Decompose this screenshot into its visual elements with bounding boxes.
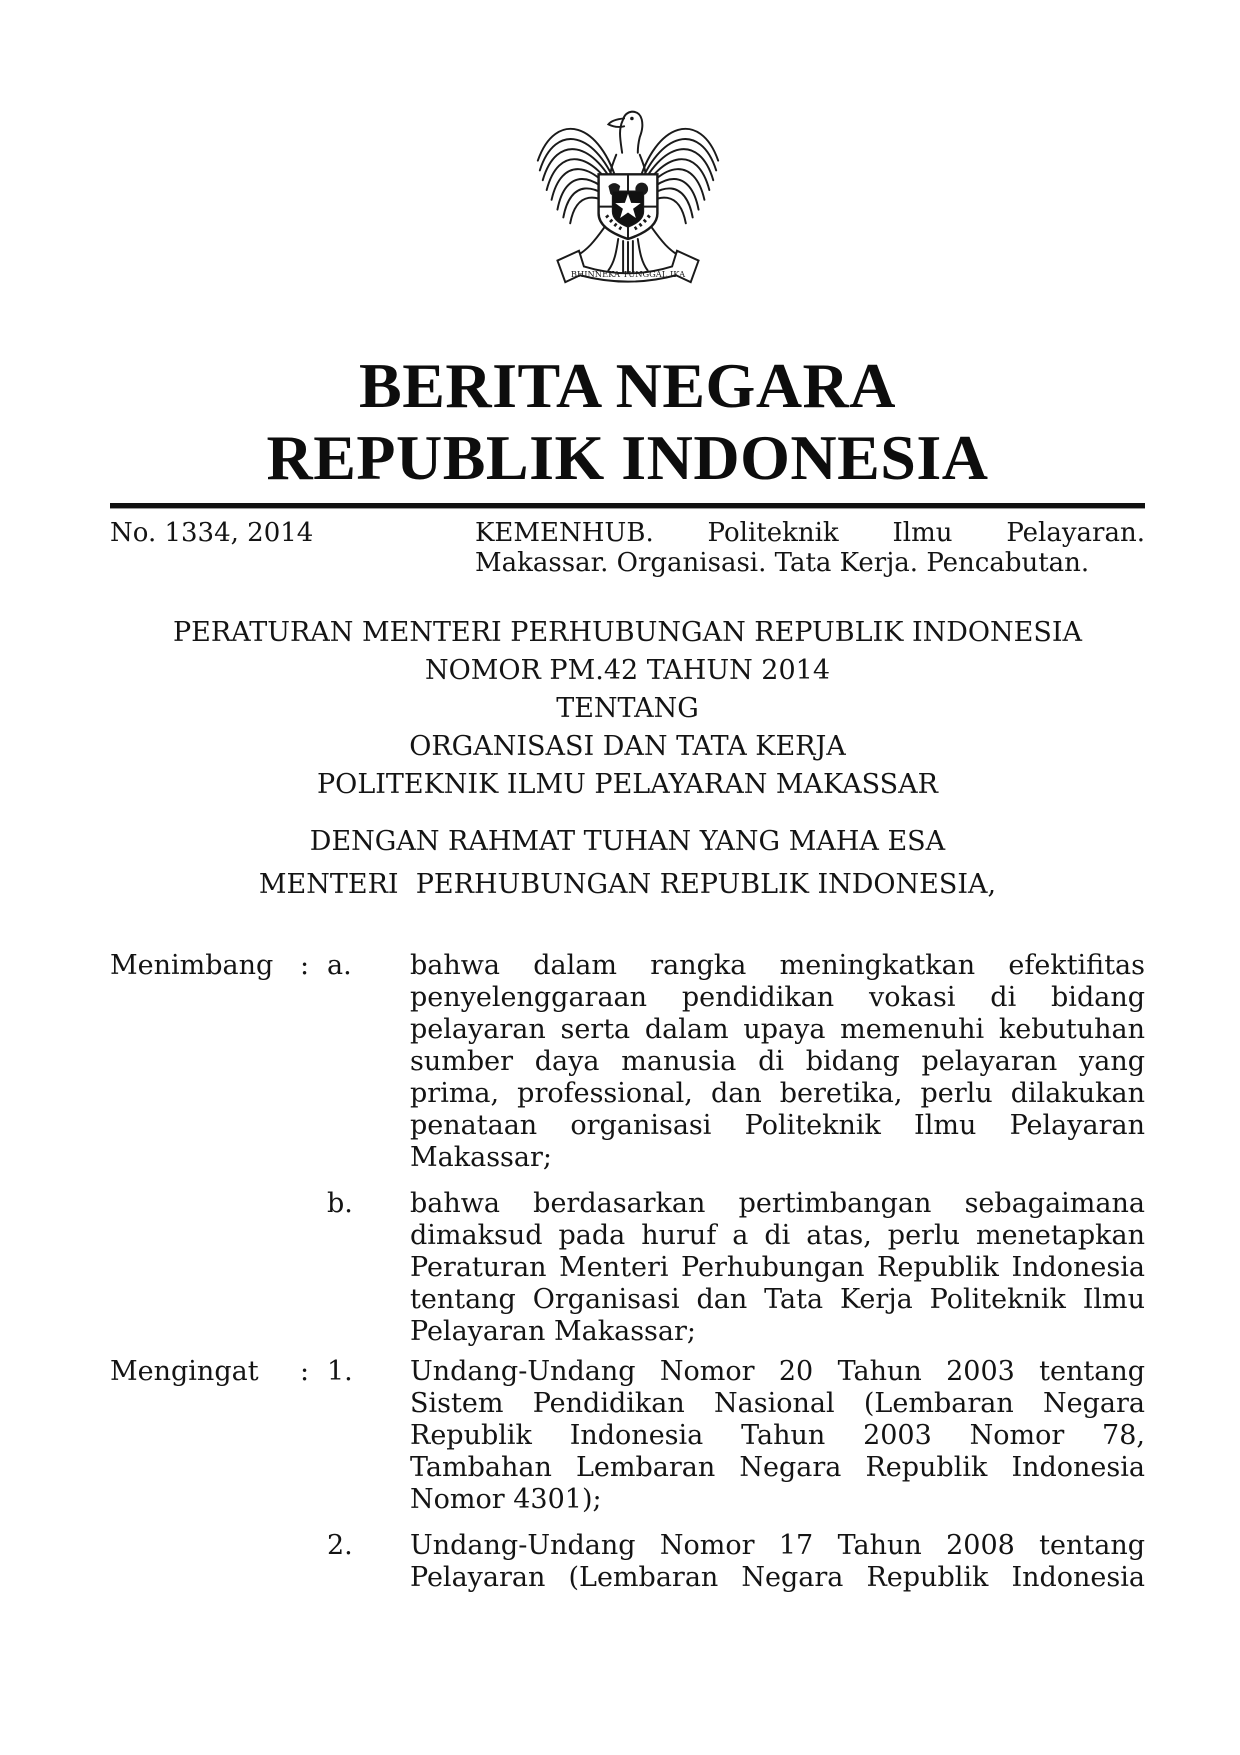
gazette-subject-line1: KEMENHUB. Politeknik Ilmu Pelayaran. bbox=[475, 517, 1145, 548]
regulation-title-line3: TENTANG bbox=[556, 692, 699, 724]
legal-basis-item-marker: 2. bbox=[327, 1529, 353, 1561]
legal-basis-item-marker: 1. bbox=[327, 1355, 353, 1387]
masthead-line1: BERITA NEGARA bbox=[359, 349, 896, 421]
consideration-item-text: bahwa berdasarkan pertimbangan sebagaimana dimaksud pada huruf a di atas, perlu menetapkan Peraturan Menteri Perhubungan Republik Indonesia tentang Organisasi dan Tata Kerja Politeknik Ilmu Pelayaran Makassar; bbox=[410, 1187, 1145, 1347]
spacer-cell bbox=[300, 1530, 327, 1594]
consideration-item-text: bahwa dalam rangka meningkatkan efektifitas penyelenggaraan pendidikan vokasi di bidang pelayaran serta dalam upaya memenuhi kebutuhan sumber daya manusia di bidang pelayaran yang prima, professional, dan beretika, perlu dilakukan penataan organisasi Politeknik Ilmu Pelayaran Makassar; bbox=[410, 949, 1145, 1173]
considerations-colon: : bbox=[300, 949, 310, 981]
considerations-section bbox=[110, 950, 1145, 1348]
legal-basis-item-text: Undang-Undang Nomor 17 Tahun 2008 tentang Pelayaran (Lembaran Negara Republik Indonesia bbox=[410, 1529, 1145, 1593]
legal-basis-label: Mengingat bbox=[110, 1355, 259, 1387]
legal-basis-colon: : bbox=[300, 1355, 310, 1387]
legal-basis-section bbox=[110, 1356, 1145, 1594]
regulation-title-block bbox=[110, 614, 1145, 904]
regulation-title-line2: NOMOR PM.42 TAHUN 2014 bbox=[424, 654, 831, 686]
legal-basis-item-text: Undang-Undang Nomor 20 Tahun 2003 tentang Sistem Pendidikan Nasional (Lembaran Negara Republik Indonesia Tahun 2003 Nomor 78, Tambahan Lembaran Negara Republik Indonesia Nomor 4301); bbox=[410, 1355, 1145, 1515]
invocation-line: DENGAN RAHMAT TUHAN YANG MAHA ESA bbox=[309, 825, 946, 857]
clauses bbox=[110, 950, 1145, 1594]
gazette-number: No. 1334, 2014 bbox=[110, 517, 314, 548]
masthead bbox=[110, 350, 1145, 494]
gazette-subject bbox=[475, 518, 1145, 578]
masthead-rule bbox=[110, 503, 1145, 509]
spacer-cell bbox=[110, 1530, 300, 1594]
spacer-cell bbox=[110, 1188, 300, 1348]
regulation-title-line1: PERATURAN MENTERI PERHUBUNGAN REPUBLIK INDONESIA bbox=[172, 616, 1083, 648]
gazette-meta-row bbox=[110, 518, 1145, 578]
gazette-subject-line2: Makassar. Organisasi. Tata Kerja. Pencabutan. bbox=[475, 547, 1090, 578]
consideration-item-marker: b. bbox=[327, 1187, 353, 1219]
regulation-title-line5: POLITEKNIK ILMU PELAYARAN MAKASSAR bbox=[317, 768, 938, 800]
regulation-title-line4: ORGANISASI DAN TATA KERJA bbox=[409, 730, 846, 762]
garuda-pancasila-icon bbox=[530, 92, 726, 300]
considerations-label: Menimbang bbox=[110, 949, 274, 981]
spacer-cell bbox=[300, 1188, 327, 1348]
consideration-item-marker: a. bbox=[327, 949, 352, 981]
masthead-line2: REPUBLIK INDONESIA bbox=[266, 421, 989, 493]
emblem-motto: BHINNEKA TUNGGAL IKA bbox=[570, 269, 685, 280]
authority-line: MENTERI PERHUBUNGAN REPUBLIK INDONESIA, bbox=[258, 868, 997, 900]
garuda-pancasila-emblem bbox=[530, 92, 726, 300]
